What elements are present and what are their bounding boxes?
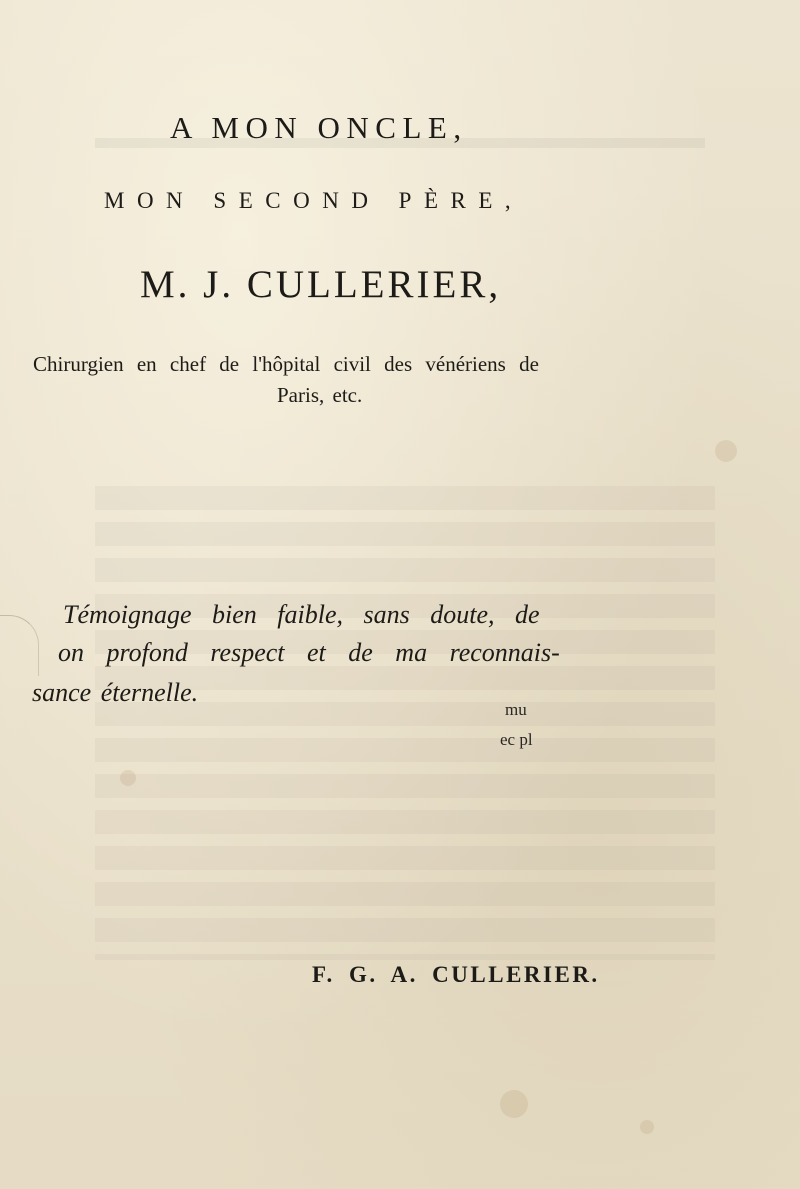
dedication-text-line2: on profond respect et de ma reconnais- [58, 638, 560, 667]
foxing-spot [120, 770, 136, 786]
page-edge-tear [0, 615, 39, 676]
text-fragment-1: mu [505, 700, 527, 719]
dedication-text-line1: Témoignage bien faible, sans doute, de [63, 600, 540, 629]
dedication-heading-line2: MON SECOND PÈRE, [104, 188, 524, 213]
foxing-spot [500, 1090, 528, 1118]
dedicatee-title-line1: Chirurgien en chef de l'hôpital civil des vénériens de [33, 352, 539, 376]
foxing-spot [715, 440, 737, 462]
author-signature: F. G. A. CULLERIER. [312, 962, 600, 987]
dedication-heading-line1: A MON ONCLE, [170, 110, 468, 145]
dedication-text-line3: sance éternelle. [32, 678, 199, 707]
dedicatee-name: M. J. CULLERIER, [140, 263, 502, 306]
foxing-spot [640, 1120, 654, 1134]
bleed-through-text [95, 480, 715, 960]
dedicatee-title-line2: Paris, etc. [277, 383, 363, 407]
text-fragment-2: ec pl [500, 730, 533, 749]
